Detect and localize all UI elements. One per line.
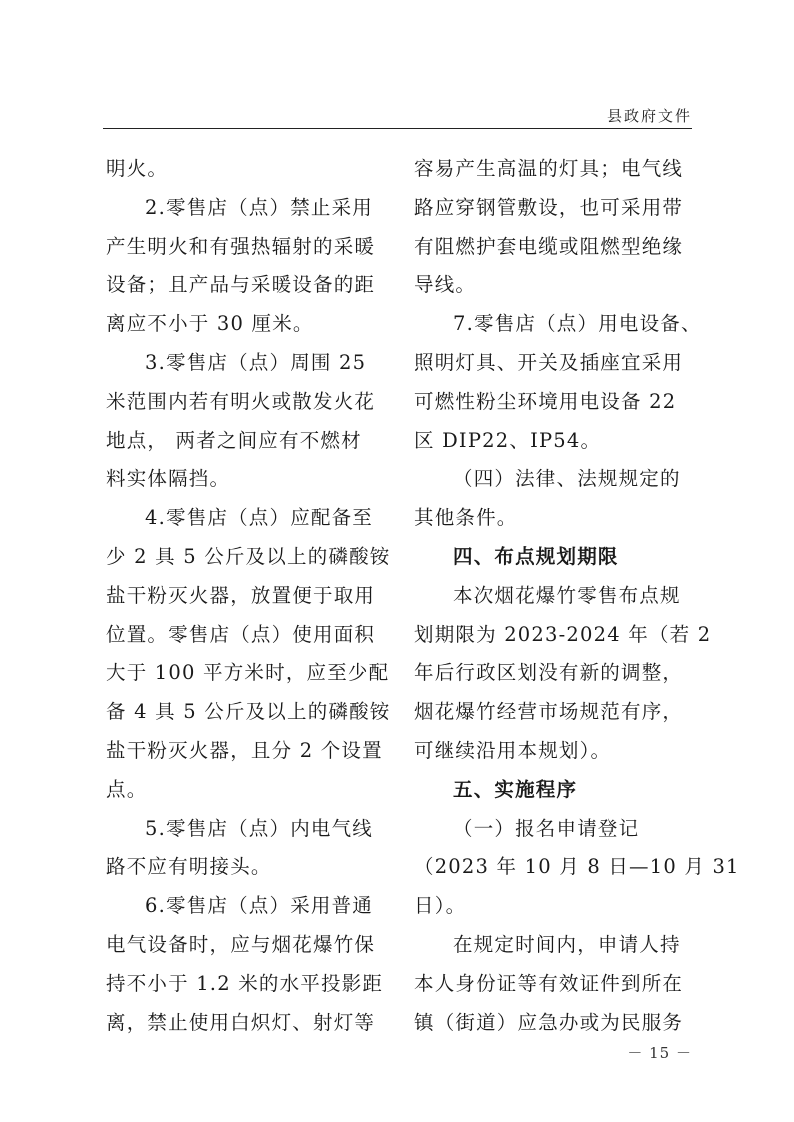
text-line: 在规定时间内，申请人持 bbox=[453, 932, 681, 956]
text-line: 电气设备时，应与烟花爆竹保 bbox=[106, 932, 376, 956]
text-line: 米范围内若有明火或散发火花 bbox=[106, 389, 376, 413]
text-line: 离应不小于 30 厘米。 bbox=[106, 312, 314, 336]
text-line: 路不应有明接头。 bbox=[106, 855, 272, 879]
text-line: 划期限为 2023-2024 年（若 2 bbox=[414, 622, 712, 646]
text-line: 离，禁止使用白炽灯、射灯等 bbox=[106, 1010, 376, 1034]
text-line: 持不小于 1.2 米的水平投影距 bbox=[106, 971, 384, 995]
text-line: 4.零售店（点）应配备至 bbox=[145, 506, 374, 530]
text-line: 年后行政区划没有新的调整， bbox=[414, 661, 684, 685]
page-number: － 15 － bbox=[627, 1044, 692, 1062]
text-line: 本次烟花爆竹零售布点规 bbox=[453, 583, 681, 607]
section-heading: 四、布点规划期限 bbox=[453, 544, 619, 568]
text-line: 可燃性粉尘环境用电设备 22 bbox=[414, 389, 677, 413]
text-line: 少 2 具 5 公斤及以上的磷酸铵 bbox=[106, 544, 391, 568]
text-line: （四）法律、法规规定的 bbox=[453, 467, 681, 491]
text-line: 设备；且产品与采暖设备的距 bbox=[106, 273, 376, 297]
text-line: 烟花爆竹经营市场规范有序， bbox=[414, 700, 684, 724]
text-line: 可继续沿用本规划）。 bbox=[414, 738, 612, 762]
text-line: 位置。零售店（点）使用面积 bbox=[106, 622, 376, 646]
text-line: 5.零售店（点）内电气线 bbox=[145, 816, 374, 840]
text-line: 产生明火和有强热辐射的采暖 bbox=[106, 234, 376, 258]
header-title: 县政府文件 bbox=[606, 107, 692, 125]
text-line: 7.零售店（点）用电设备、 bbox=[453, 312, 702, 336]
text-line: 照明灯具、开关及插座宜采用 bbox=[414, 350, 684, 374]
text-line: 2.零售店（点）禁止采用 bbox=[145, 195, 374, 219]
text-line: 本人身份证等有效证件到所在 bbox=[414, 971, 684, 995]
text-line: 其他条件。 bbox=[414, 506, 518, 530]
text-line: 明火。 bbox=[106, 157, 169, 180]
text-line: （2023 年 10 月 8 日—10 月 31 bbox=[414, 855, 740, 879]
text-line: 镇（街道）应急办或为民服务 bbox=[414, 1010, 684, 1034]
text-line: 有阻燃护套电缆或阻燃型绝缘 bbox=[414, 234, 684, 258]
right-column bbox=[414, 150, 740, 1042]
text-line: 6.零售店（点）采用普通 bbox=[145, 894, 374, 918]
text-line: 料实体隔挡。 bbox=[106, 467, 231, 491]
text-line: 盐干粉灭火器，放置便于取用 bbox=[106, 583, 376, 607]
text-line: （一）报名申请登记 bbox=[453, 816, 640, 840]
text-line: 3.零售店（点）周围 25 bbox=[145, 350, 367, 374]
text-line: 日）。 bbox=[414, 894, 467, 918]
page-header bbox=[103, 103, 692, 129]
text-line: 容易产生高温的灯具；电气线 bbox=[414, 157, 684, 180]
text-line: 点。 bbox=[106, 777, 148, 801]
text-line: 区 DIP22、IP54。 bbox=[414, 428, 602, 452]
text-line: 路应穿钢管敷设，也可采用带 bbox=[414, 195, 684, 219]
section-heading: 五、实施程序 bbox=[453, 777, 578, 801]
text-line: 地点， 两者之间应有不燃材 bbox=[106, 428, 362, 452]
text-line: 导线。 bbox=[414, 273, 477, 297]
text-line: 备 4 具 5 公斤及以上的磷酸铵 bbox=[106, 700, 391, 724]
left-column bbox=[106, 150, 391, 1042]
text-line: 盐干粉灭火器，且分 2 个设置 bbox=[106, 738, 383, 762]
text-line: 大于 100 平方米时，应至少配 bbox=[106, 661, 390, 685]
